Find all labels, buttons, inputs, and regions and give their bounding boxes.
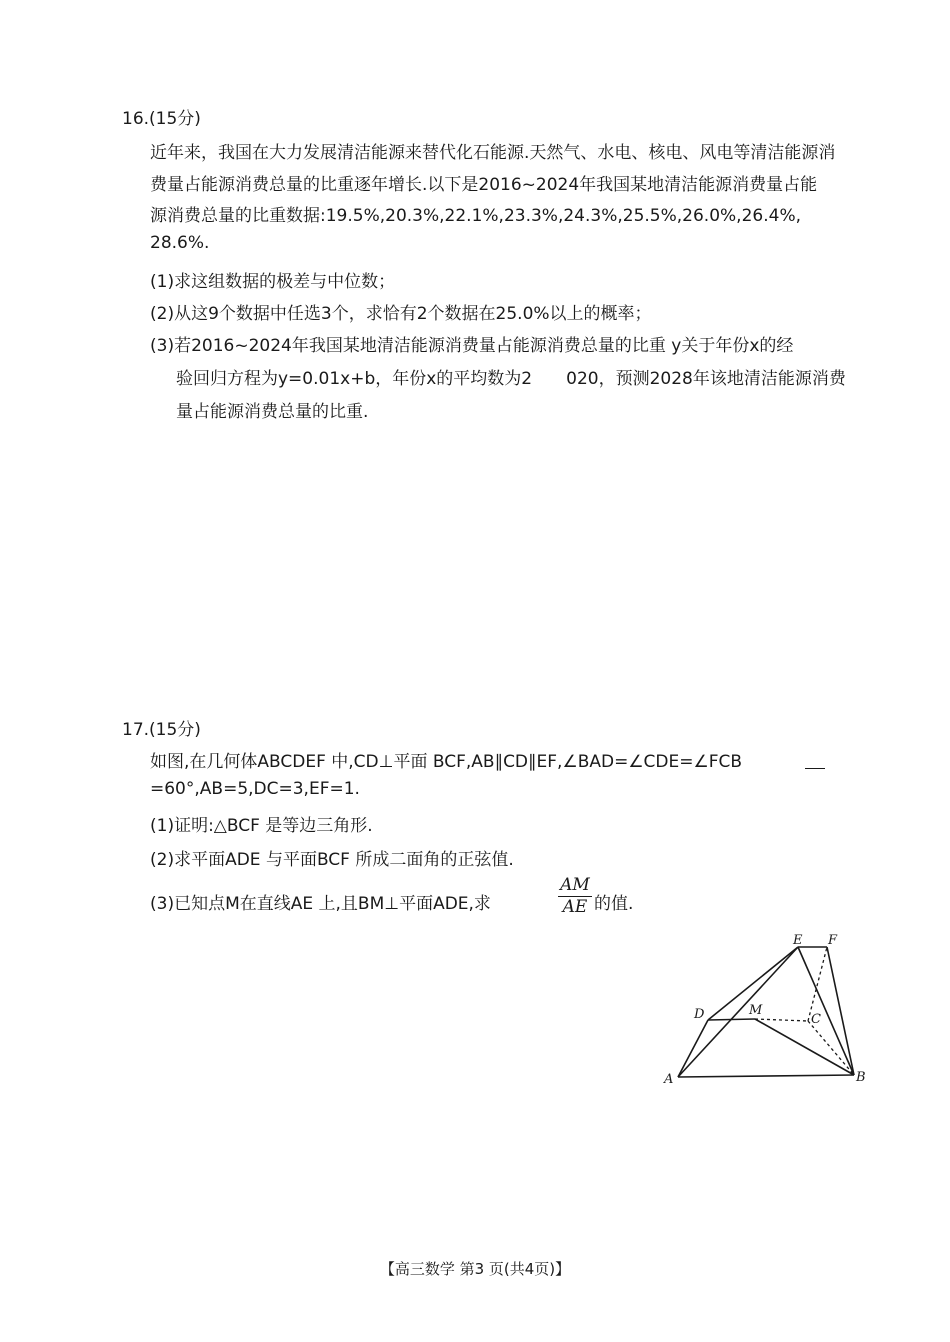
edge-ab <box>678 1075 854 1077</box>
q17-part-2: (2)求平面ADE 与平面BCF 所成二面角的正弦值. <box>150 850 514 870</box>
edge-mb <box>755 1019 854 1075</box>
fraction-denominator: AE <box>562 896 588 917</box>
edge-fb <box>827 947 854 1075</box>
q16-part-1: (1)求这组数据的极差与中位数； <box>150 272 396 292</box>
q16-intro-line-3: 源消费总量的比重数据:19.5%,20.3%,22.1%,23.3%,24.3%,25.5%,26.0%,26.4%, <box>150 206 801 226</box>
q17-part-3-text: (3)已知点M在直线AE 上,且BM⊥平面ADE,求 <box>150 894 491 914</box>
q16-part-3-line-3: 量占能源消费总量的比重. <box>176 402 369 422</box>
geometry-figure-svg <box>660 925 880 1095</box>
q16-part-3-line-1: (3)若2016~2024年我国某地清洁能源消费量占能源消费总量的比重 y关于年份x的经 <box>150 336 794 356</box>
geometry-figure <box>660 925 880 1099</box>
q16-part-2: (2)从这9个数据中任选3个，求恰有2个数据在25.0%以上的概率； <box>150 304 652 324</box>
q17-part-1: (1)证明:△BCF 是等边三角形. <box>150 816 373 836</box>
q16-intro-line-2: 费量占能源消费总量的比重逐年增长.以下是2016~2024年我国某地清洁能源消费量占能 <box>150 175 818 195</box>
label-a: A <box>664 1072 674 1087</box>
label-d: D <box>694 1007 705 1022</box>
label-c: C <box>811 1012 821 1027</box>
q16-intro-line-1: 近年来，我国在大力发展清洁能源来替代化石能源.天然气、水电、核电、风电等清洁能源消 <box>150 143 836 163</box>
edge-mc-dashed <box>755 1019 808 1021</box>
edge-cb-dashed <box>808 1021 854 1075</box>
edge-cf-dashed <box>808 947 827 1021</box>
q17-intro-line-2: =60°,AB=5,DC=3,EF=1. <box>150 779 360 799</box>
q16-intro-line-4: 28.6%. <box>150 233 210 253</box>
q17-intro-line-1: 如图,在几何体ABCDEF 中,CD⊥平面 BCF,AB∥CD∥EF,∠BAD=∠CDE=∠FCB <box>150 752 743 772</box>
fraction-am-over-ae <box>558 876 592 916</box>
q17-part-3-suffix: 的值. <box>594 894 634 914</box>
label-m: M <box>749 1003 763 1018</box>
q16-header: 16.(15分) <box>122 109 201 129</box>
fraction-numerator: AM <box>558 876 592 897</box>
q17-header: 17.(15分) <box>122 720 201 740</box>
q16-part-3-line-2: 验回归方程为y=0.01x+b，年份x的平均数为2 020，预测2028年该地清洁能源消费 <box>176 369 846 389</box>
stray-mark <box>805 768 825 769</box>
page-footer: 【高三数学 第3 页(共4页)】 <box>379 1260 571 1278</box>
label-b: B <box>856 1070 866 1085</box>
label-e: E <box>793 933 803 948</box>
edge-eb <box>798 947 854 1075</box>
label-f: F <box>828 933 838 948</box>
edge-dm <box>708 1019 755 1020</box>
